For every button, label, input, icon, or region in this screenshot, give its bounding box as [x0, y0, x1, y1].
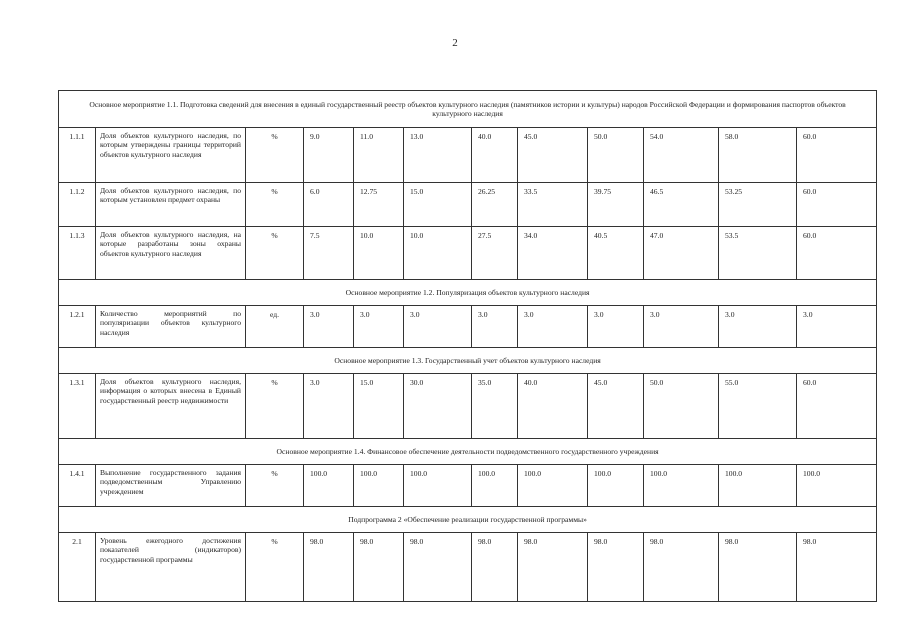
- indicator-value: 53.5: [719, 227, 797, 280]
- indicator-value: 100.0: [797, 465, 877, 507]
- indicator-value: 40.0: [472, 128, 518, 183]
- page-number: 2: [452, 37, 458, 49]
- table-row: [59, 128, 877, 183]
- section-heading-row: [59, 91, 877, 128]
- indicator-value: 3.0: [719, 306, 797, 348]
- indicator-value: 100.0: [518, 465, 588, 507]
- table-row: [59, 306, 877, 348]
- indicator-value: 45.0: [588, 374, 644, 439]
- indicator-value: 3.0: [304, 374, 354, 439]
- indicator-unit: %: [246, 128, 304, 183]
- indicator-unit: ед.: [246, 306, 304, 348]
- indicator-value: 40.0: [518, 374, 588, 439]
- section-heading-row: [59, 439, 877, 465]
- indicator-value: 100.0: [588, 465, 644, 507]
- indicator-value: 26.25: [472, 183, 518, 227]
- indicator-value: 35.0: [472, 374, 518, 439]
- section-heading-row: [59, 280, 877, 306]
- indicator-value: 98.0: [472, 533, 518, 602]
- indicator-value: 13.0: [404, 128, 472, 183]
- indicator-unit: %: [246, 374, 304, 439]
- indicator-value: 3.0: [354, 306, 404, 348]
- indicator-value: 98.0: [354, 533, 404, 602]
- indicator-value: 98.0: [304, 533, 354, 602]
- indicator-value: 3.0: [588, 306, 644, 348]
- indicator-value: 100.0: [304, 465, 354, 507]
- indicator-number: 1.1.3: [59, 227, 96, 280]
- indicator-description: Доля объектов культурного наследия, по которым утверждены границы территорий объектов культурного наследия: [96, 128, 246, 183]
- indicator-value: 100.0: [472, 465, 518, 507]
- indicator-value: 100.0: [719, 465, 797, 507]
- indicator-value: 10.0: [354, 227, 404, 280]
- section-heading-row: [59, 507, 877, 533]
- indicator-value: 11.0: [354, 128, 404, 183]
- indicator-value: 3.0: [304, 306, 354, 348]
- indicator-value: 15.0: [404, 183, 472, 227]
- indicator-value: 12.75: [354, 183, 404, 227]
- indicator-value: 98.0: [518, 533, 588, 602]
- indicator-value: 7.5: [304, 227, 354, 280]
- indicator-value: 3.0: [644, 306, 719, 348]
- indicator-number: 1.4.1: [59, 465, 96, 507]
- indicator-value: 3.0: [404, 306, 472, 348]
- section-heading: Основное мероприятие 1.4. Финансовое обеспечение деятельности подведомственного государственного учреждения: [59, 439, 877, 465]
- indicator-unit: %: [246, 183, 304, 227]
- indicator-value: 34.0: [518, 227, 588, 280]
- table-row: [59, 465, 877, 507]
- indicator-number: 1.2.1: [59, 306, 96, 348]
- indicator-value: 54.0: [644, 128, 719, 183]
- indicator-unit: %: [246, 465, 304, 507]
- indicator-description: Количество мероприятий по популяризации объектов культурного наследия: [96, 306, 246, 348]
- indicator-description: Доля объектов культурного наследия, на которые разработаны зоны охраны объектов культурного наследия: [96, 227, 246, 280]
- indicator-number: 2.1: [59, 533, 96, 602]
- section-heading: Основное мероприятие 1.3. Государственный учет объектов культурного наследия: [59, 348, 877, 374]
- indicator-value: 3.0: [472, 306, 518, 348]
- indicator-value: 9.0: [304, 128, 354, 183]
- indicator-value: 39.75: [588, 183, 644, 227]
- section-heading-row: [59, 348, 877, 374]
- indicator-value: 47.0: [644, 227, 719, 280]
- table-row: [59, 227, 877, 280]
- indicator-value: 6.0: [304, 183, 354, 227]
- indicator-value: 100.0: [404, 465, 472, 507]
- indicator-number: 1.1.1: [59, 128, 96, 183]
- indicator-value: 98.0: [404, 533, 472, 602]
- indicators-table: [58, 90, 877, 602]
- indicator-description: Доля объектов культурного наследия, информация о которых внесена в Единый государственный реестр недвижимости: [96, 374, 246, 439]
- indicator-value: 15.0: [354, 374, 404, 439]
- indicator-value: 10.0: [404, 227, 472, 280]
- indicator-value: 45.0: [518, 128, 588, 183]
- indicator-value: 98.0: [588, 533, 644, 602]
- indicator-value: 100.0: [644, 465, 719, 507]
- indicator-value: 98.0: [719, 533, 797, 602]
- indicator-number: 1.3.1: [59, 374, 96, 439]
- indicator-unit: %: [246, 533, 304, 602]
- indicator-value: 60.0: [797, 374, 877, 439]
- table-row: [59, 533, 877, 602]
- table-row: [59, 374, 877, 439]
- indicator-description: Выполнение государственного задания подведомственным Управлению учреждением: [96, 465, 246, 507]
- indicator-value: 46.5: [644, 183, 719, 227]
- indicator-value: 98.0: [797, 533, 877, 602]
- indicator-value: 40.5: [588, 227, 644, 280]
- indicator-value: 30.0: [404, 374, 472, 439]
- indicator-description: Уровень ежегодного достижения показателей (индикаторов) государственной программы: [96, 533, 246, 602]
- indicator-value: 58.0: [719, 128, 797, 183]
- indicator-value: 60.0: [797, 128, 877, 183]
- indicator-value: 33.5: [518, 183, 588, 227]
- indicator-value: 50.0: [644, 374, 719, 439]
- indicator-number: 1.1.2: [59, 183, 96, 227]
- section-heading: Основное мероприятие 1.1. Подготовка сведений для внесения в единый государственный реестр объектов культурного наследия (памятников истории и культуры) народов Российской Федерации и формирования паспортов объектов культурного наследия: [59, 91, 877, 128]
- indicator-value: 98.0: [644, 533, 719, 602]
- indicator-value: 60.0: [797, 183, 877, 227]
- section-heading: Подпрограмма 2 «Обеспечение реализации государственной программы»: [59, 507, 877, 533]
- table-row: [59, 183, 877, 227]
- indicator-value: 53.25: [719, 183, 797, 227]
- indicator-value: 50.0: [588, 128, 644, 183]
- section-heading: Основное мероприятие 1.2. Популяризация объектов культурного наследия: [59, 280, 877, 306]
- indicator-value: 100.0: [354, 465, 404, 507]
- indicator-value: 27.5: [472, 227, 518, 280]
- indicator-value: 60.0: [797, 227, 877, 280]
- indicator-unit: %: [246, 227, 304, 280]
- indicator-value: 3.0: [518, 306, 588, 348]
- indicator-value: 55.0: [719, 374, 797, 439]
- indicator-value: 3.0: [797, 306, 877, 348]
- indicator-description: Доля объектов культурного наследия, по которым установлен предмет охраны: [96, 183, 246, 227]
